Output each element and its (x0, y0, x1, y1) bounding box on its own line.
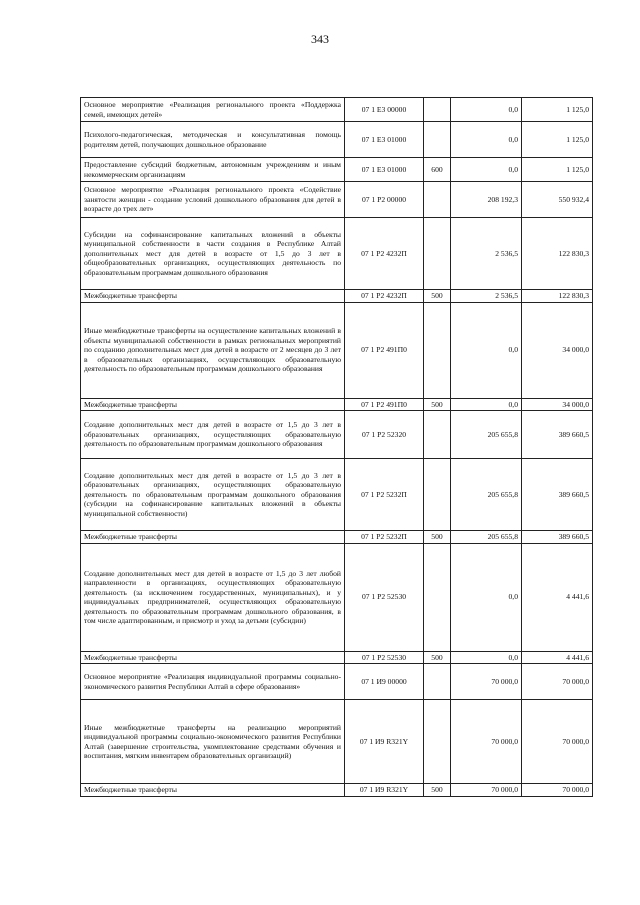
table-row (81, 543, 593, 651)
amount-year2-cell: 1 125,0 (522, 158, 593, 182)
amount-year1-cell: 208 192,3 (451, 182, 522, 218)
amount-year2-cell: 1 125,0 (522, 122, 593, 158)
amount-year2-cell: 34 000,0 (522, 398, 593, 411)
amount-year1-cell: 2 536,5 (451, 218, 522, 290)
amount-year1-cell: 0,0 (451, 543, 522, 651)
amount-year1-cell: 0,0 (451, 98, 522, 122)
expenditure-name-cell: Иные межбюджетные трансферты на осуществление капитальных вложений в объекты муниципальной собственности в рамках региональных мероприятий по созданию дополнительных мест для детей в возрасте от 2 месяцев до 3 лет в образовательных организациях, осуществляющих образовательную деятельность по образовательным программам дошкольного образования (81, 302, 345, 398)
target-code-cell: 07 1 Р2 5232П (345, 459, 424, 531)
amount-year2-cell: 70 000,0 (522, 700, 593, 784)
target-code-cell: 07 1 Р2 4232П (345, 290, 424, 303)
amount-year1-cell: 205 655,8 (451, 459, 522, 531)
amount-year1-cell: 2 536,5 (451, 290, 522, 303)
expense-type-cell: 600 (424, 158, 451, 182)
target-code-cell: 07 1 Е3 01000 (345, 158, 424, 182)
target-code-cell: 07 1 Р2 52320 (345, 411, 424, 459)
amount-year1-cell: 0,0 (451, 651, 522, 664)
amount-year1-cell: 70 000,0 (451, 664, 522, 700)
amount-year2-cell: 4 441,6 (522, 543, 593, 651)
amount-year2-cell: 389 660,5 (522, 459, 593, 531)
amount-year2-cell: 1 125,0 (522, 98, 593, 122)
target-code-cell: 07 1 Р2 00000 (345, 182, 424, 218)
amount-year1-cell: 205 655,8 (451, 531, 522, 544)
expenditure-name-cell: Предоставление субсидий бюджетным, автономным учреждениям и иным некоммерческим организациям (81, 158, 345, 182)
expense-type-cell (424, 218, 451, 290)
target-code-cell: 07 1 Р2 5232П (345, 531, 424, 544)
budget-table-body (81, 98, 593, 797)
expenditure-name-cell: Иные межбюджетные трансферты на реализацию мероприятий индивидуальной программы социально-экономического развития Республики Алтай (завершение строительства, укомплектование средствами обучения и воспитания, мягким инвентарем образовательных организаций) (81, 700, 345, 784)
target-code-cell: 07 1 Р2 491П0 (345, 302, 424, 398)
expense-type-cell: 500 (424, 651, 451, 664)
expenditure-name-cell: Создание дополнительных мест для детей в возрасте от 1,5 до 3 лет в образовательных организациях, осуществляющих образовательную деятельность по образовательным программам дошкольного образования (81, 411, 345, 459)
table-row (81, 158, 593, 182)
expense-type-cell (424, 664, 451, 700)
table-row (81, 218, 593, 290)
table-row (81, 182, 593, 218)
expenditure-name-cell: Межбюджетные трансферты (81, 651, 345, 664)
table-row (81, 98, 593, 122)
target-code-cell: 07 1 Е3 01000 (345, 122, 424, 158)
amount-year2-cell: 4 441,6 (522, 651, 593, 664)
target-code-cell: 07 1 И9 R321Y (345, 784, 424, 797)
table-row (81, 531, 593, 544)
expense-type-cell (424, 302, 451, 398)
amount-year2-cell: 34 000,0 (522, 302, 593, 398)
table-row (81, 302, 593, 398)
expense-type-cell: 500 (424, 784, 451, 797)
expenditure-name-cell: Основное мероприятие «Реализация индивидуальной программы социально-экономического развития Республики Алтай в сфере образования» (81, 664, 345, 700)
target-code-cell: 07 1 И9 00000 (345, 664, 424, 700)
expense-type-cell: 500 (424, 531, 451, 544)
amount-year1-cell: 70 000,0 (451, 700, 522, 784)
amount-year2-cell: 122 830,3 (522, 218, 593, 290)
amount-year2-cell: 122 830,3 (522, 290, 593, 303)
budget-table (80, 97, 593, 797)
amount-year1-cell: 70 000,0 (451, 784, 522, 797)
expense-type-cell: 500 (424, 398, 451, 411)
expense-type-cell (424, 122, 451, 158)
expenditure-name-cell: Межбюджетные трансферты (81, 398, 345, 411)
target-code-cell: 07 1 Р2 52530 (345, 651, 424, 664)
amount-year1-cell: 0,0 (451, 122, 522, 158)
table-row (81, 411, 593, 459)
expense-type-cell (424, 543, 451, 651)
expense-type-cell (424, 700, 451, 784)
target-code-cell: 07 1 Р2 491П0 (345, 398, 424, 411)
amount-year2-cell: 70 000,0 (522, 784, 593, 797)
expense-type-cell (424, 98, 451, 122)
target-code-cell: 07 1 И9 R321Y (345, 700, 424, 784)
expense-type-cell: 500 (424, 290, 451, 303)
table-row (81, 651, 593, 664)
expenditure-name-cell: Основное мероприятие «Реализация регионального проекта «Содействие занятости женщин - создание условий дошкольного образования для детей в возрасте до трех лет» (81, 182, 345, 218)
target-code-cell: 07 1 Р2 52530 (345, 543, 424, 651)
expenditure-name-cell: Межбюджетные трансферты (81, 290, 345, 303)
page-number: 343 (311, 32, 329, 46)
target-code-cell: 07 1 Р2 4232П (345, 218, 424, 290)
expenditure-name-cell: Психолого-педагогическая, методическая и консультативная помощь родителям детей, получающих дошкольное образование (81, 122, 345, 158)
expense-type-cell (424, 411, 451, 459)
expenditure-name-cell: Создание дополнительных мест для детей в возрасте от 1,5 до 3 лет любой направленности в организациях, осуществляющих образовательную деятельность (за исключением государственных, муниципальных), и у индивидуальных предпринимателей, осуществляющих образовательную деятельность по образовательным программам дошкольного образования, в том числе адаптированным, и присмотр и уход за детьми (субсидии) (81, 543, 345, 651)
table-row (81, 784, 593, 797)
expenditure-name-cell: Субсидии на софинансирование капитальных вложений в объекты муниципальной собственности в части создания в Республике Алтай дополнительных мест для детей в возрасте от 1,5 до 3 лет в общеобразовательных организациях, осуществляющих деятельность по образовательным программам дошкольного образования (81, 218, 345, 290)
table-row (81, 290, 593, 303)
table-row (81, 664, 593, 700)
table-row (81, 398, 593, 411)
amount-year1-cell: 0,0 (451, 302, 522, 398)
expense-type-cell (424, 182, 451, 218)
expenditure-name-cell: Межбюджетные трансферты (81, 531, 345, 544)
amount-year1-cell: 0,0 (451, 158, 522, 182)
amount-year2-cell: 389 660,5 (522, 531, 593, 544)
table-row (81, 459, 593, 531)
table-row (81, 700, 593, 784)
amount-year2-cell: 389 660,5 (522, 411, 593, 459)
target-code-cell: 07 1 Е3 00000 (345, 98, 424, 122)
amount-year2-cell: 550 932,4 (522, 182, 593, 218)
expense-type-cell (424, 459, 451, 531)
amount-year1-cell: 0,0 (451, 398, 522, 411)
amount-year1-cell: 205 655,8 (451, 411, 522, 459)
expenditure-name-cell: Основное мероприятие «Реализация регионального проекта «Поддержка семей, имеющих детей» (81, 98, 345, 122)
table-row (81, 122, 593, 158)
expenditure-name-cell: Межбюджетные трансферты (81, 784, 345, 797)
expenditure-name-cell: Создание дополнительных мест для детей в возрасте от 1,5 до 3 лет в образовательных организациях, осуществляющих образовательную деятельность по образовательным программам дошкольного образования (субсидии на софинансирование капитальных вложений в объекты муниципальной собственности) (81, 459, 345, 531)
amount-year2-cell: 70 000,0 (522, 664, 593, 700)
